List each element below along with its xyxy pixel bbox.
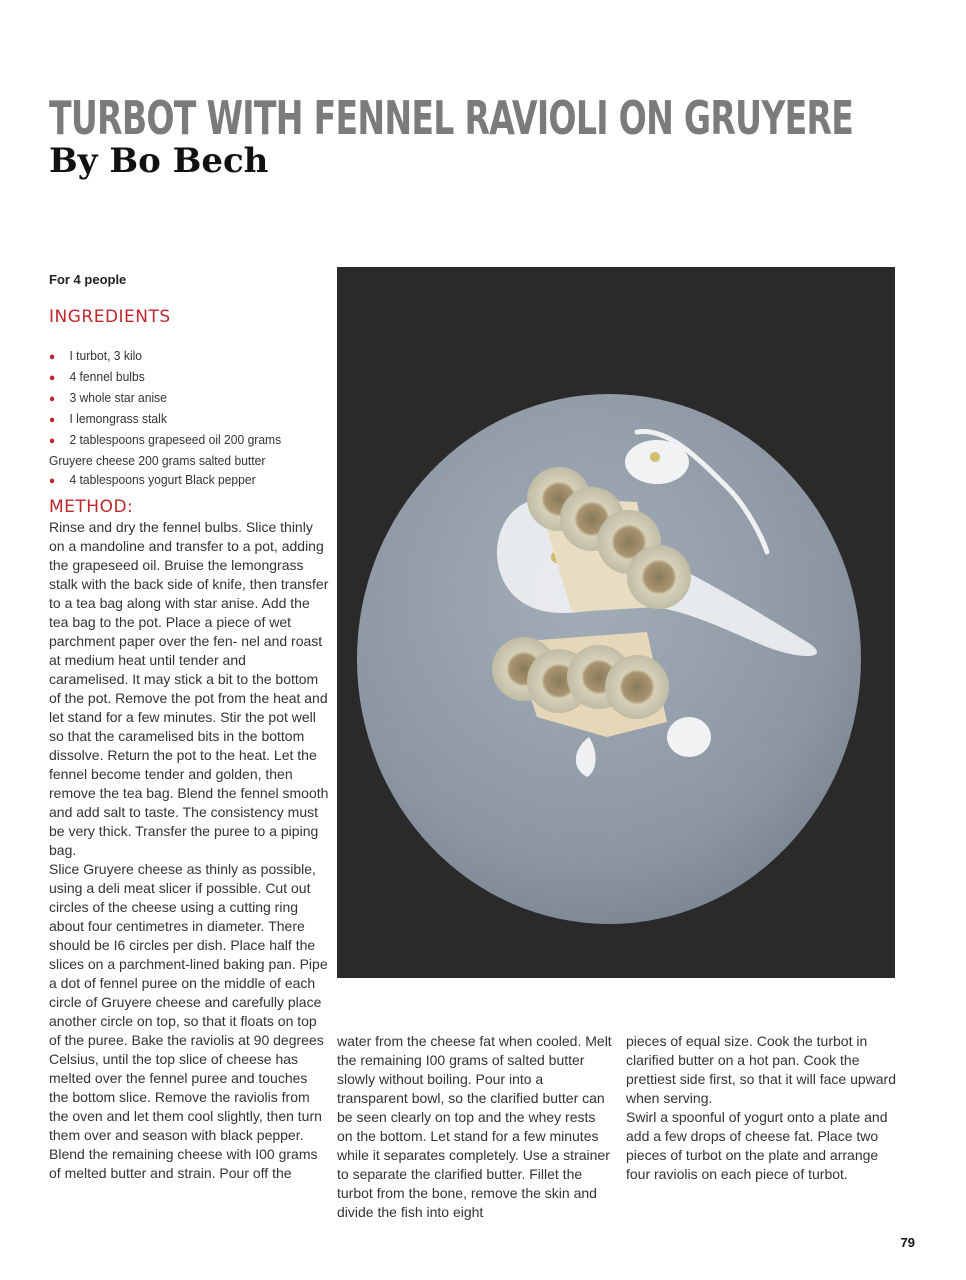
- method-paragraph: water from the cheese fat when cooled. Melt the remaining I00 grams of salted butter slowly without boiling. Pour into a transparent bowl, so the clarified butter can be seen clearly on top and the whey rests on the bottom. Let stand for a few minutes while it separates completely. Use a strainer to separate the clarified butter. Fillet the turbot from the bone, remove the skin and divide the fish into eight: [337, 1033, 612, 1220]
- method-heading: METHOD:: [49, 497, 134, 517]
- method-paragraph: Rinse and dry the fennel bulbs. Slice thinly on a mandoline and transfer to a pot, adding the grapeseed oil. Bruise the lemongrass stalk with the back side of knife, then transfer to a tea bag along with star anise. Add the tea bag to the pot. Place a piece of wet parchment paper over the fen- nel and roast at medium heat until tender and caramelised. It may stick a bit to the bottom of the pot. Remove the pot from the heat and let stand for a few minutes. Stir the pot well so that the caramelised bits in the bottom dissolve. Return the pot to the heat. Let the fennel become tender and golden, then remove the tea bag. Blend the fennel smooth and add salt to taste. The consistency must be very thick. Transfer the puree to a piping bag.: [49, 519, 329, 858]
- method-paragraph: Swirl a spoonful of yogurt onto a plate and add a few drops of cheese fat. Place two pieces of turbot on the plate and arrange four raviolis on each piece of turbot.: [626, 1109, 888, 1182]
- bullet-icon: ●: [49, 414, 56, 426]
- bullet-icon: ●: [49, 372, 56, 384]
- ingredient-item: ● 3 whole star anise: [49, 388, 314, 409]
- method-paragraph: pieces of equal size. Cook the turbot in clarified butter on a hot pan. Cook the prettiest side first, so that it will face upward when serving.: [626, 1033, 896, 1106]
- method-paragraph: Slice Gruyere cheese as thinly as possible, using a deli meat slicer if possible. Cut out circles of the cheese using a cutting ring about four centimetres in diameter. There should be I6 circles per dish. Place half the slices on a parchment-lined baking pan. Pipe a dot of fennel puree on the middle of each circle of Gruyere cheese and carefully place another circle on top, so that it floats on top of the puree. Bake the raviolis at 90 degrees Celsius, until the top slice of cheese has melted over the fennel puree and touches the bottom slice. Remove the raviolis from the oven and let them cool slightly, then turn them over and season with black pepper. Blend the remaining cheese with I00 grams of melted butter and strain. Pour off the: [49, 861, 328, 1181]
- ingredient-item: ● 4 tablespoons yogurt Black pepper: [49, 470, 314, 491]
- ingredients-heading: INGREDIENTS: [49, 307, 171, 327]
- method-column-2: [337, 1032, 613, 1222]
- bullet-icon: ●: [49, 393, 56, 405]
- bullet-icon: ●: [49, 475, 56, 487]
- servings: For 4 people: [49, 272, 127, 287]
- ravioli: [605, 655, 669, 719]
- method-column-3: [626, 1032, 902, 1184]
- ingredient-item: ● 4 fennel bulbs: [49, 367, 314, 388]
- ravioli: [627, 545, 691, 609]
- bullet-icon: ●: [49, 351, 56, 363]
- method-column-1: [49, 518, 329, 1183]
- bullet-icon: ●: [49, 435, 56, 447]
- page-number: 79: [900, 1235, 915, 1250]
- plated-dish-image: [337, 267, 895, 978]
- dish-photo: [337, 267, 895, 978]
- yogurt-dollop: [625, 440, 689, 484]
- ingredients-list: [49, 346, 314, 491]
- ingredient-item: ● 2 tablespoons grapeseed oil 200 grams: [49, 430, 314, 451]
- ingredient-item: ● I lemongrass stalk: [49, 409, 314, 430]
- recipe-author: By Bo Bech: [49, 141, 269, 181]
- oil-drop: [650, 452, 660, 462]
- recipe-title: TURBOT WITH FENNEL RAVIOLI ON GRUYERE: [49, 91, 854, 145]
- ingredient-item: Gruyere cheese 200 grams salted butter: [49, 453, 266, 468]
- ingredient-item: ● I turbot, 3 kilo: [49, 346, 314, 367]
- yogurt-dot: [667, 717, 711, 757]
